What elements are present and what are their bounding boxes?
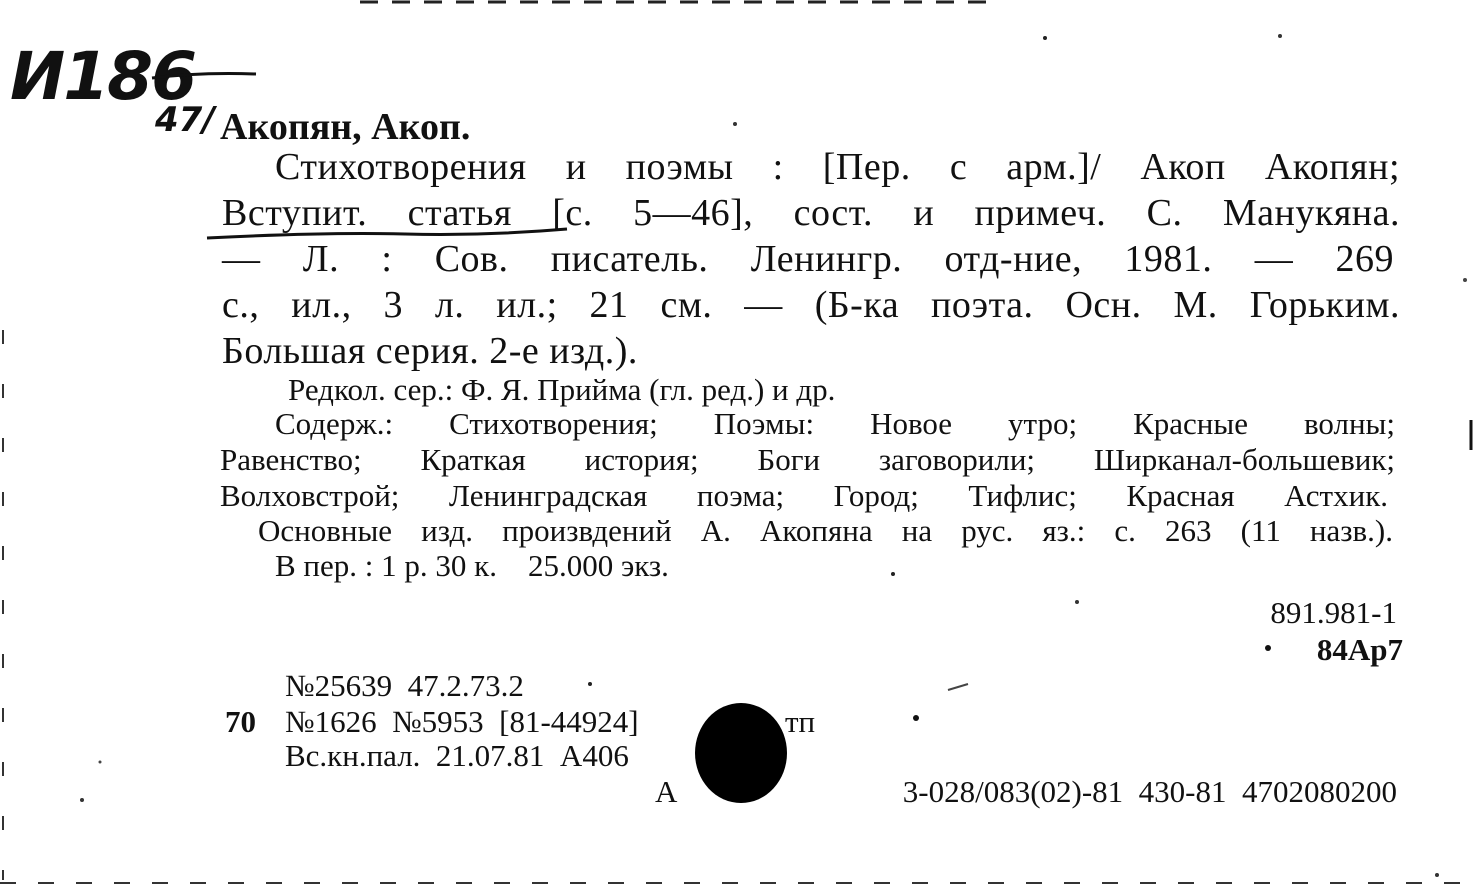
registry-line-4: 3-028/083(02)-81 430-81 4702080200 [902, 774, 1397, 809]
editorial-board-note: Редкол. сер.: Ф. Я. Прийма (гл. ред.) и др. [288, 372, 836, 407]
editions-note: Основные изд. произвдений А. Акопяна на рус. яз.: с. 263 (11 назв.). [258, 513, 1393, 548]
bbk-index: 84Ар7 [1316, 632, 1403, 667]
contents-line-2: Равенство; Краткая история; Боги заговорили; Ширканал-большевик; [220, 442, 1395, 477]
registry-line-2: №1626 №5953 [81-44924] [285, 704, 639, 739]
author-heading: Акопян, Акоп. [220, 106, 471, 148]
title-line-4: с., ил., 3 л. ил.; 21 см. — (Б-ка поэта. Осн. М. Горьким. [222, 284, 1400, 326]
udc-index: 891.981-1 [1270, 595, 1397, 630]
registry-line-2-prefix: 70 [225, 704, 256, 739]
title-line-2: Вступит. статья [с. 5—46], сост. и примеч. С. Манукяна. [222, 192, 1400, 234]
registry-line-2-suffix: тп [785, 704, 816, 739]
registry-line-4-prefix: А [655, 774, 678, 809]
title-line-1: Стихотворения и поэмы : [Пер. с арм.]/ Акоп Акопян; [275, 146, 1400, 188]
title-line-5: Большая серия. 2-е изд.). [222, 330, 638, 372]
price-note: В пер. : 1 р. 30 к. 25.000 экз. [275, 548, 669, 583]
handwritten-subcode: 47/ [155, 100, 215, 140]
title-line-3: — Л. : Сов. писатель. Ленингр. отд-ние, 1981. — 269 [222, 238, 1394, 280]
registry-line-3: Вс.кн.пал. 21.07.81 А406 [285, 738, 629, 773]
handwritten-main-code: И186 [10, 38, 196, 115]
registry-line-1: №25639 47.2.73.2 [285, 668, 524, 703]
contents-line-3: Волховстрой; Ленинградская поэма; Город; Тифлис; Красная Астхик. [220, 478, 1388, 513]
contents-line-1: Содерж.: Стихотворения; Поэмы: Новое утро; Красные волны; [275, 406, 1395, 441]
